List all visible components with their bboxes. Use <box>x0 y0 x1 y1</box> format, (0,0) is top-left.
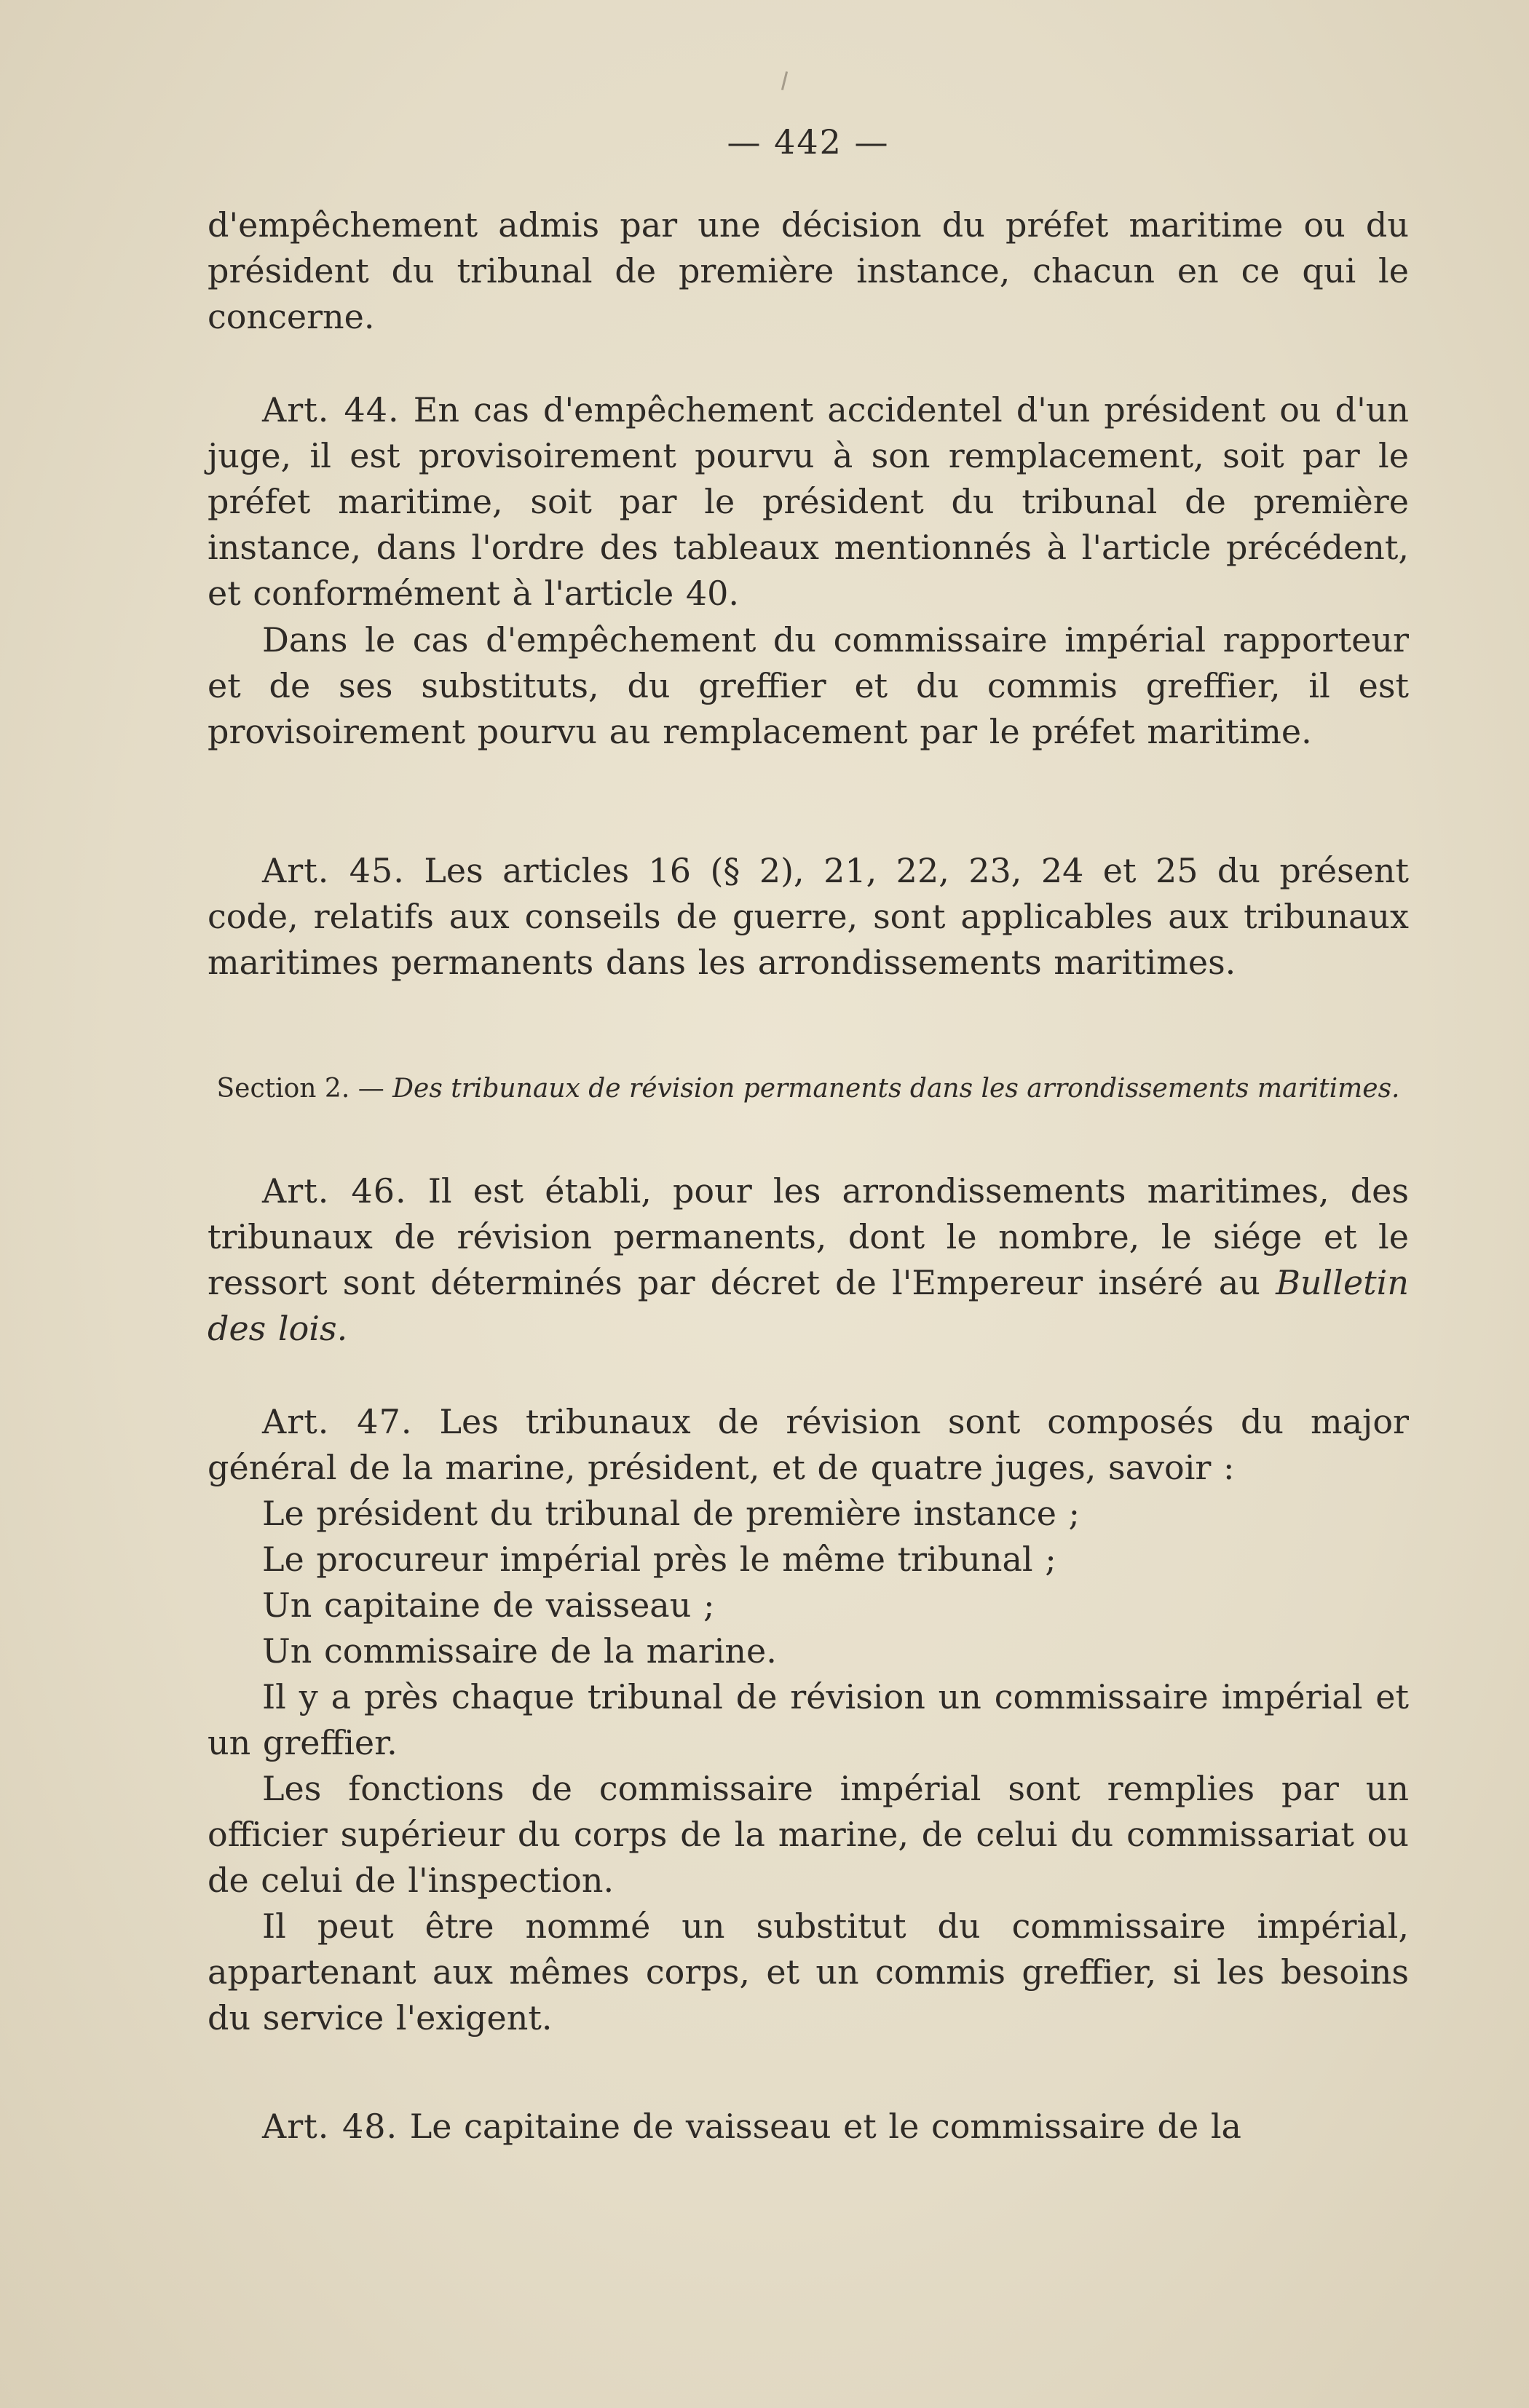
article-44-text: En cas d'empêchement accidentel d'un président ou d'un juge, il est provisoirement pourvu à son remplacement, soit par le préfet maritime, soit par le président du tribunal de première instance, dans l'ordre des tableaux mentionnés à l'article précédent, et conformément à l'article 40. <box>208 390 1409 613</box>
page-number: — 442 — <box>727 122 890 162</box>
article-46-label: Art. 46. <box>262 1171 407 1211</box>
article-47-list <box>208 1491 1409 1674</box>
article-48 <box>208 2104 1409 2150</box>
section-title: Des tribunaux de révision permanents dans les arrondissements maritimes. <box>392 1074 1400 1104</box>
article-47-paragraph-2: Il y a près chaque tribunal de révision un commissaire impérial et un greffier. <box>208 1677 1409 1762</box>
article-47-text: Les tribunaux de révision sont composés du major général de la marine, président, et de quatre juges, savoir : <box>208 1402 1409 1487</box>
article-44-paragraph-2: Dans le cas d'empêchement du commissaire impérial rapporteur et de ses substituts, du greffier et du commis greffier, il est provisoirement pourvu au remplacement par le préfet maritime. <box>208 620 1409 751</box>
article-46-text: Il est établi, pour les arrondissements maritimes, des tribunaux de révision permanents, dont le nombre, le siége et le ressort sont déterminés par décret de l'Empereur inséré au <box>208 1171 1409 1302</box>
section-heading <box>208 1072 1409 1106</box>
paragraph-continuation: d'empêchement admis par une décision du préfet maritime ou du président du tribunal de première instance, chacun en ce qui le concerne. <box>208 205 1409 336</box>
ink-mark <box>781 71 788 90</box>
list-item: Un capitaine de vaisseau ; <box>262 1585 715 1625</box>
list-item: Le président du tribunal de première instance ; <box>262 1494 1080 1533</box>
article-45 <box>208 848 1409 986</box>
article-47-paragraph-4: Il peut être nommé un substitut du commissaire impérial, appartenant aux mêmes corps, et un commis greffier, si les besoins du service l'exigent. <box>208 1906 1409 2037</box>
article-45-text: Les articles 16 (§ 2), 21, 22, 23, 24 et 25 du présent code, relatifs aux conseils de guerre, sont applicables aux tribunaux maritimes permanents dans les arrondissements maritimes. <box>208 851 1410 982</box>
article-45-label: Art. 45. <box>262 851 405 890</box>
article-47-label: Art. 47. <box>262 1402 413 1441</box>
section-label: Section 2. <box>216 1074 350 1104</box>
list-item: Un commissaire de la marine. <box>262 1631 777 1671</box>
list-item: Le procureur impérial près le même tribunal ; <box>262 1540 1056 1579</box>
article-48-text: Le capitaine de vaisseau et le commissaire de la <box>409 2107 1241 2146</box>
article-44 <box>208 387 1409 617</box>
article-47-paragraph-3: Les fonctions de commissaire impérial sont remplies par un officier supérieur du corps de la marine, de celui du commissariat ou de celui de l'inspection. <box>208 1769 1409 1900</box>
article-47 <box>208 1399 1409 1491</box>
section-dash: — <box>357 1074 384 1104</box>
article-46-italic: Bulletin des lois. <box>208 1263 1409 1348</box>
article-48-label: Art. 48. <box>262 2107 398 2146</box>
article-44-label: Art. 44. <box>262 390 400 429</box>
article-46 <box>208 1168 1409 1352</box>
